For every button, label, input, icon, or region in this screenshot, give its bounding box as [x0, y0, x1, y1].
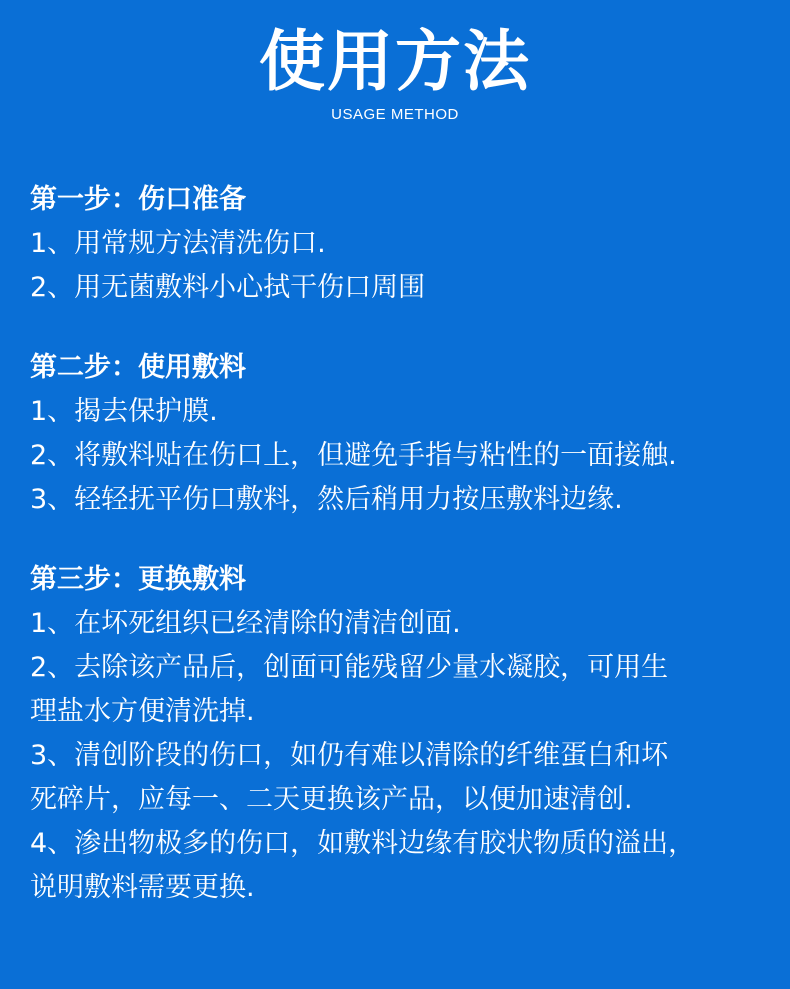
step-1-item-2: 2、用无菌敷料小心拭干伤口周围: [30, 272, 426, 303]
header: [0, 0, 790, 124]
instructions-content: [30, 178, 770, 946]
step-1-item-1: 1、用常规方法清洗伤口.: [30, 228, 326, 259]
step-2-item-2: 2、将敷料贴在伤口上，但避免手指与粘性的一面接触.: [30, 440, 677, 471]
step-1-section: [30, 178, 770, 310]
step-3-item-4: 4、渗出物极多的伤口，如敷料边缘有胶状物质的溢出， 说明敷料需要更换.: [30, 828, 696, 903]
page-title: 使用方法: [259, 23, 531, 100]
step-3-item-1: 1、在坏死组织已经清除的清洁创面.: [30, 608, 461, 639]
step-3-section: [30, 558, 770, 910]
step-2-item-3: 3、轻轻抚平伤口敷料，然后稍用力按压敷料边缘.: [30, 484, 623, 515]
step-2-heading: 第二步：使用敷料: [30, 352, 246, 383]
step-3-heading: 第三步：更换敷料: [30, 564, 246, 595]
step-3-item-3: 3、清创阶段的伤口，如仍有难以清除的纤维蛋白和坏 死碎片，应每一、二天更换该产品，以便加速清创.: [30, 740, 669, 815]
page-subtitle: USAGE METHOD: [331, 106, 459, 123]
step-1-heading: 第一步：伤口准备: [30, 184, 246, 215]
step-2-section: [30, 346, 770, 522]
step-3-item-2: 2、去除该产品后，创面可能残留少量水凝胶，可用生 理盐水方便清洗掉.: [30, 652, 669, 727]
step-2-item-1: 1、揭去保护膜.: [30, 396, 218, 427]
